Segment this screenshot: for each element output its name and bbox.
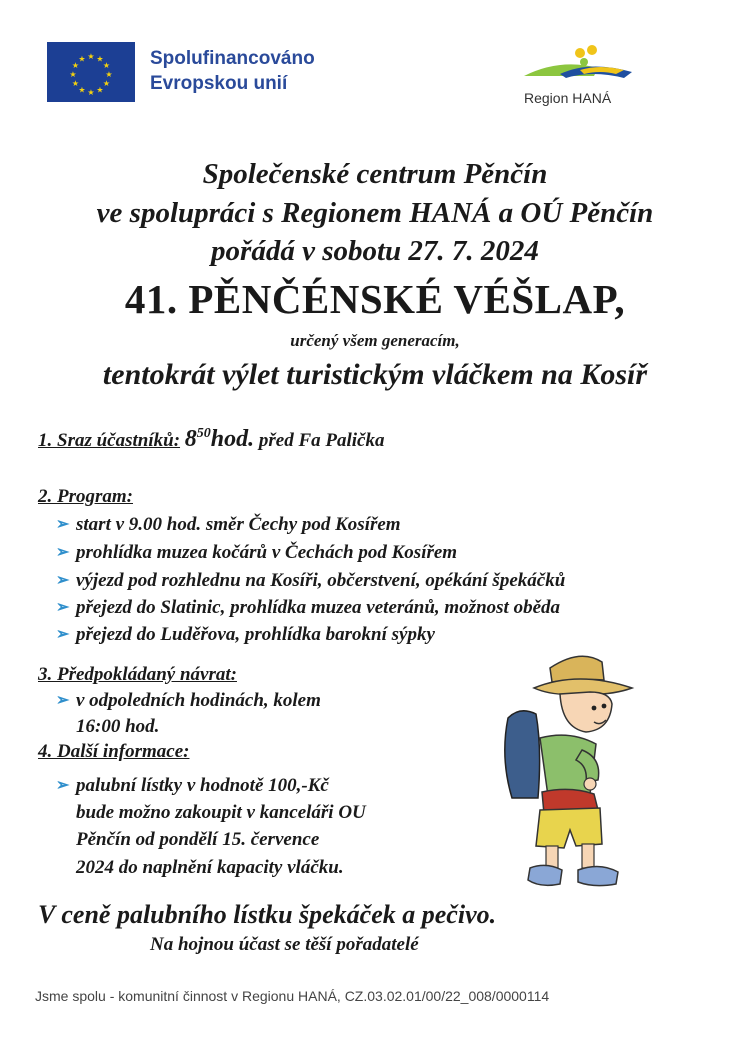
arrow-bullet-icon: ➢ <box>56 544 70 561</box>
arrow-bullet-icon: ➢ <box>56 599 70 616</box>
eu-line-1: Spolufinancováno <box>150 48 315 69</box>
region-name: Region HANÁ <box>524 90 612 106</box>
program-item <box>56 624 435 646</box>
program-item-text: přejezd do Luděřova, prohlídka barokní sýpky <box>76 624 435 645</box>
meeting-place: před Fa Palička <box>258 430 385 451</box>
svg-text:★: ★ <box>78 54 86 64</box>
return-line-2: 16:00 hod. <box>76 716 160 737</box>
svg-text:★: ★ <box>105 70 113 79</box>
meeting-hod: hod. <box>210 426 255 452</box>
arrow-bullet-icon: ➢ <box>56 692 70 709</box>
program-item <box>56 514 401 536</box>
arrow-bullet-icon: ➢ <box>56 777 70 794</box>
eu-stars-icon <box>47 42 135 102</box>
info-line-2: bude možno zakoupit v kanceláři OU <box>76 802 366 823</box>
info-line-4: 2024 do naplnění kapacity vláčku. <box>76 857 344 878</box>
program-item-text: start v 9.00 hod. směr Čechy pod Kosířem <box>76 514 401 535</box>
date-line: pořádá v sobotu 27. 7. 2024 <box>211 235 539 267</box>
svg-text:★: ★ <box>78 85 86 95</box>
svg-text:★: ★ <box>71 61 80 70</box>
return-line-1: v odpoledních hodinách, kolem <box>76 690 321 711</box>
info-label: 4. Další informace: <box>38 741 190 762</box>
svg-text:★: ★ <box>102 61 111 70</box>
audience-line: určený všem generacím, <box>290 331 460 350</box>
meeting-time: 8 <box>184 426 197 452</box>
eu-flag-logo <box>47 42 135 102</box>
svg-text:★: ★ <box>102 79 111 88</box>
svg-text:★: ★ <box>96 54 104 64</box>
svg-text:★: ★ <box>71 79 80 88</box>
footer-text: Jsme spolu - komunitní činnost v Regionu HANÁ, CZ.03.02.01/00/22_008/0000114 <box>35 988 550 1004</box>
return-label: 3. Předpokládaný návrat: <box>38 664 237 685</box>
program-item-text: prohlídka muzea kočárů v Čechách pod Kosířem <box>76 542 458 563</box>
svg-text:★: ★ <box>69 70 77 79</box>
program-item <box>56 542 457 564</box>
eu-cofinancing-text <box>150 46 315 96</box>
info-line-1: palubní lístky v hodnotě 100,-Kč <box>76 775 329 796</box>
program-item <box>56 570 565 592</box>
organizer-line: Společenské centrum Pěnčín <box>202 158 548 190</box>
meeting-line <box>38 426 385 453</box>
meeting-label: 1. Sraz účastníků: <box>38 430 181 451</box>
return-item <box>56 690 321 712</box>
program-item-text: výjezd pod rozhlednu na Kosíři, občerstvení, opékání špekáčků <box>76 570 566 591</box>
arrow-bullet-icon: ➢ <box>56 516 70 533</box>
info-item <box>56 775 329 797</box>
info-line-3: Pěnčín od pondělí 15. července <box>76 829 320 850</box>
program-item-text: přejezd do Slatinic, prohlídka muzea veteránů, možnost oběda <box>76 597 561 618</box>
svg-text:★: ★ <box>96 85 104 95</box>
arrow-bullet-icon: ➢ <box>56 626 70 643</box>
event-subtitle: tentokrát výlet turistickým vláčkem na Kosíř <box>102 358 648 391</box>
closing-greeting: Na hojnou účast se těší pořadatelé <box>150 934 419 955</box>
event-title: 41. PĚNČÉNSKÉ VÉŠLAP, <box>124 276 626 322</box>
closing-headline: V ceně palubního lístku špekáček a pečivo. <box>38 900 497 929</box>
eu-line-2: Evropskou unií <box>150 73 288 94</box>
svg-text:★: ★ <box>87 52 95 61</box>
program-label: 2. Program: <box>38 486 133 507</box>
svg-text:★: ★ <box>87 88 95 97</box>
arrow-bullet-icon: ➢ <box>56 572 70 589</box>
partners-line: ve spolupráci s Regionem HANÁ a OÚ Pěnčín <box>96 197 654 229</box>
program-item <box>56 597 560 619</box>
hiker-illustration <box>490 648 645 893</box>
meeting-time-minutes: 50 <box>196 425 211 441</box>
